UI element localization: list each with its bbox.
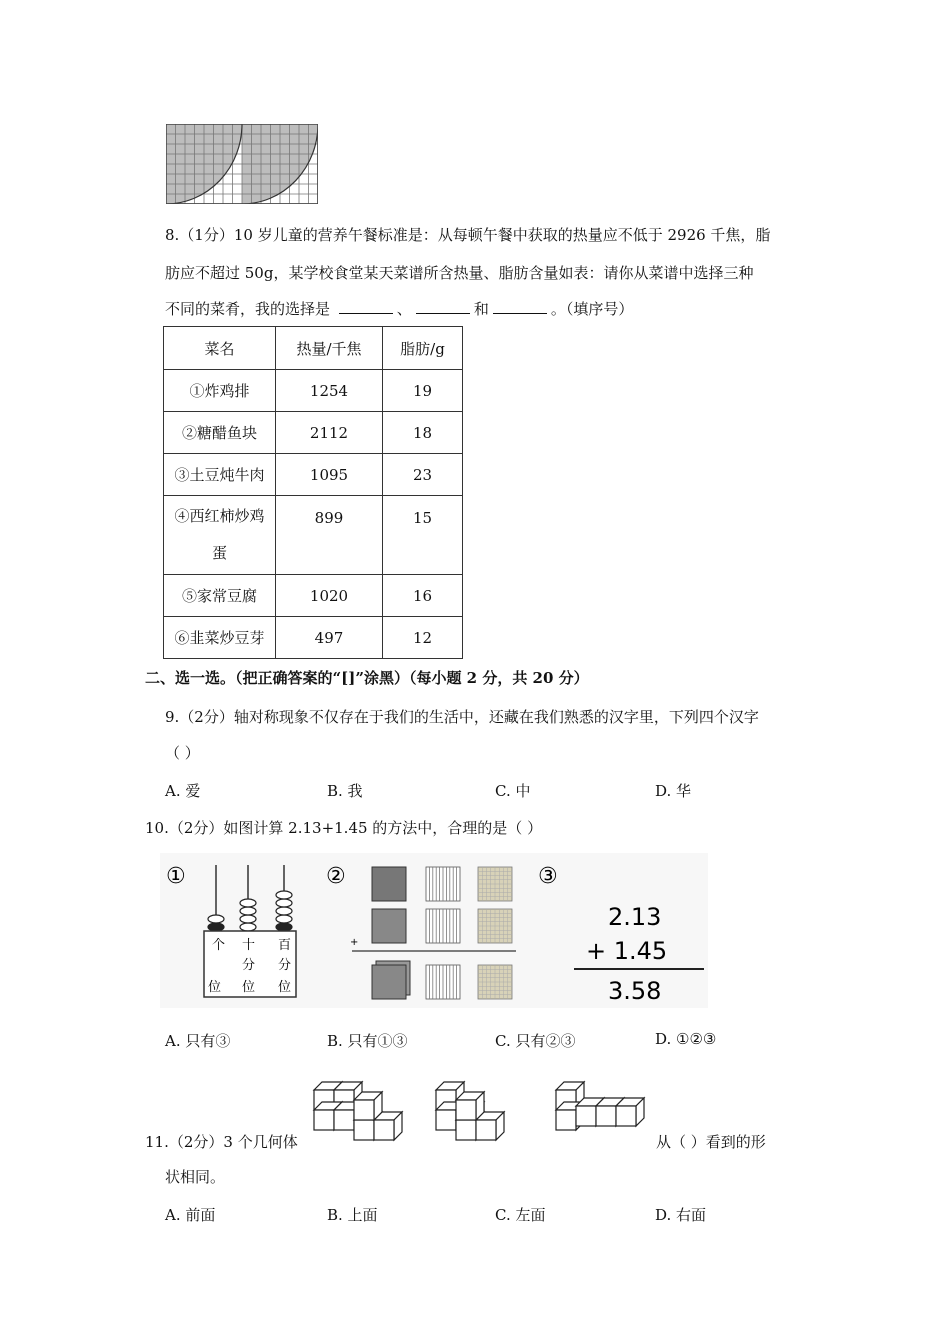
separator-2: 和	[473, 300, 489, 318]
q8-line-3	[165, 298, 633, 320]
abacus-bead	[276, 899, 292, 907]
unit-cube	[616, 1098, 644, 1126]
calories: 1095	[276, 454, 383, 496]
dish-name-part-1: ④西红柿炒鸡	[174, 507, 265, 525]
abacus-col-2-top: 十	[242, 938, 256, 953]
q11-option-d[interactable]: D. 右面	[655, 1206, 707, 1224]
abacus-col-3-top: 百	[278, 938, 292, 953]
dish-name: ①炸鸡排	[164, 370, 276, 412]
fat: 19	[383, 370, 463, 412]
q11-option-a[interactable]: A. 前面	[165, 1206, 216, 1224]
dish-name: ⑥韭菜炒豆芽	[164, 617, 276, 659]
table-row	[164, 496, 463, 575]
calories: 1020	[276, 575, 383, 617]
abacus-bead	[240, 899, 256, 907]
q11-line-2: 状相同。	[165, 1168, 226, 1186]
q11-option-c[interactable]: C. 左面	[495, 1206, 546, 1224]
header-fat: 脂肪/g	[383, 327, 463, 370]
q11-line-1b: 从（ ）看到的形	[656, 1133, 766, 1151]
abacus-col-1-bot: 位	[208, 980, 222, 995]
dish-name-part-2: 蛋	[211, 544, 227, 562]
q10-line-1: 10.（2分）如图计算 2.13+1.45 的方法中，合理的是（ ）	[145, 819, 543, 837]
calories: 1254	[276, 370, 383, 412]
fat: 12	[383, 617, 463, 659]
menu-table	[163, 326, 463, 659]
table-header-row	[164, 327, 463, 370]
abacus-bead	[240, 915, 256, 923]
abacus-col-1-top: 个	[212, 938, 226, 953]
q10-option-c[interactable]: C. 只有②③	[495, 1032, 576, 1050]
answer-blank-1[interactable]	[339, 299, 393, 314]
calories: 2112	[276, 412, 383, 454]
answer-blank-2[interactable]	[416, 299, 470, 314]
table-row	[164, 575, 463, 617]
fat: 16	[383, 575, 463, 617]
q10-option-b[interactable]: B. 只有①③	[327, 1032, 408, 1050]
fat: 15	[383, 496, 463, 575]
dish-name: ③土豆炖牛肉	[164, 454, 276, 496]
header-dish: 菜名	[164, 327, 276, 370]
q11-line-1a: 11.（2分）3 个几何体	[145, 1133, 298, 1151]
separator-1: 、	[396, 300, 412, 318]
calc-result: 3.58	[608, 977, 662, 1005]
hundred-flat	[372, 965, 406, 999]
q8-line-2: 肪应不超过 50g，某学校食堂某天菜谱所含热量、脂肪含量如表：请你从菜谱中选择三种	[165, 264, 754, 282]
abacus-bead	[276, 923, 292, 931]
q9-option-b[interactable]: B. 我	[327, 782, 363, 800]
dish-name: ②糖醋鱼块	[164, 412, 276, 454]
abacus-col-3-mid: 分	[278, 958, 292, 973]
table-row	[164, 454, 463, 496]
calc-top: 2.13	[608, 903, 662, 931]
grid-quarter-circle-figure	[166, 124, 318, 204]
table-row	[164, 412, 463, 454]
hundred-flat	[372, 867, 406, 901]
abacus-bead	[276, 915, 292, 923]
table-row	[164, 617, 463, 659]
abacus-col-3-bot: 位	[278, 980, 292, 995]
cube-solids-figure	[308, 1064, 660, 1144]
hundred-flat	[372, 909, 406, 943]
abacus-col-2-bot: 位	[242, 980, 256, 995]
abacus-bead	[240, 907, 256, 915]
answer-blank-3[interactable]	[493, 299, 547, 314]
unit-cube	[456, 1092, 484, 1120]
unit-cube	[354, 1092, 382, 1120]
abacus-bead	[208, 915, 224, 923]
base-ten-blocks	[372, 867, 512, 999]
q9-option-d[interactable]: D. 华	[655, 782, 692, 800]
section-2-title: 二、选一选。（把正确答案的“[]”涂黑）（每小题 2 分，共 20 分）	[145, 669, 589, 687]
table-row	[164, 370, 463, 412]
calculation-methods-figure	[160, 853, 708, 1008]
q8-line-3-text: 不同的菜肴，我的选择是	[165, 300, 331, 318]
q9-option-c[interactable]: C. 中	[495, 782, 531, 800]
q9-line-2: （ ）	[165, 744, 200, 762]
q8-line-1: 8.（1分）10 岁儿童的营养午餐标准是：从每顿午餐中获取的热量应不低于 2926 千焦，脂	[165, 226, 771, 244]
calories: 899	[276, 496, 383, 575]
abacus-bead	[240, 923, 256, 931]
figure-label-1: ①	[166, 864, 186, 889]
dish-name	[164, 496, 276, 575]
q11-option-b[interactable]: B. 上面	[327, 1206, 378, 1224]
q9-option-a[interactable]: A. 爱	[165, 782, 201, 800]
fat: 18	[383, 412, 463, 454]
abacus-bead	[276, 907, 292, 915]
q10-option-a[interactable]: A. 只有③	[165, 1032, 231, 1050]
abacus-col-2-mid: 分	[242, 958, 256, 973]
plus-sign: +	[350, 937, 359, 948]
abacus-bead	[276, 891, 292, 899]
calories: 497	[276, 617, 383, 659]
abacus-bead	[208, 923, 224, 931]
header-calories: 热量/千焦	[276, 327, 383, 370]
fat: 23	[383, 454, 463, 496]
calc-mid: + 1.45	[586, 937, 668, 965]
figure-label-3: ③	[538, 864, 558, 889]
figure-label-2: ②	[326, 864, 346, 889]
q9-line-1: 9.（2分）轴对称现象不仅存在于我们的生活中，还藏在我们熟悉的汉字里，下列四个汉字	[165, 708, 759, 726]
dish-name: ⑤家常豆腐	[164, 575, 276, 617]
q8-line-3-end: 。（填序号）	[550, 300, 634, 318]
q10-option-d[interactable]: D. ①②③	[655, 1030, 717, 1048]
